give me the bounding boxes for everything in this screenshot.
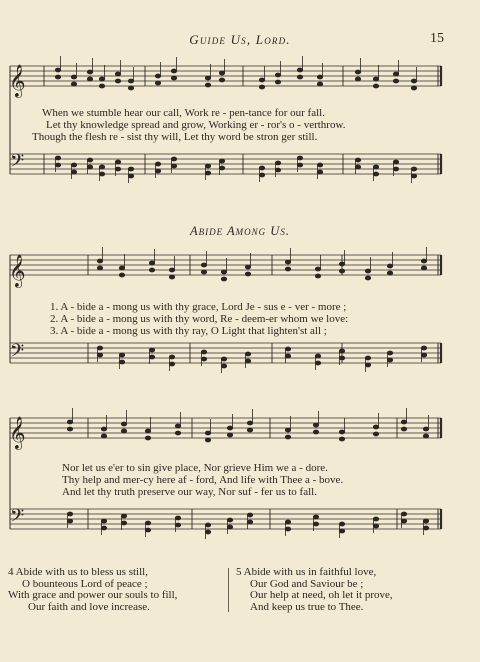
- note-head: [128, 167, 133, 171]
- clef-glyph: 𝄢: [10, 506, 25, 531]
- note-head: [401, 420, 406, 424]
- note-head: [171, 157, 176, 161]
- note-head: [221, 277, 226, 281]
- note-head: [317, 82, 322, 86]
- note-head: [101, 427, 106, 431]
- stanza-5-line-4: And keep us true to Thee.: [250, 600, 364, 613]
- note-head: [373, 524, 378, 528]
- hymn-title: Abide Among Us.: [190, 224, 290, 238]
- note-head: [373, 84, 378, 88]
- note-head: [99, 165, 104, 169]
- note-head: [205, 171, 210, 175]
- note-head: [99, 77, 104, 81]
- note-head: [411, 174, 416, 178]
- hymn2-lyric-line-5: Thy help and mer-cy here af - ford, And life with Thee a - bove.: [62, 474, 344, 486]
- note-head: [355, 77, 360, 81]
- stanza-5: [236, 567, 466, 613]
- note-head: [55, 156, 60, 160]
- note-head: [67, 519, 72, 523]
- note-head: [393, 167, 398, 171]
- note-head: [97, 353, 102, 357]
- note-head: [285, 354, 290, 358]
- note-head: [119, 266, 124, 270]
- note-head: [97, 266, 102, 270]
- note-head: [421, 346, 426, 350]
- note-head: [149, 261, 154, 265]
- note-head: [67, 512, 72, 516]
- note-head: [421, 259, 426, 263]
- note-head: [71, 170, 76, 174]
- note-head: [67, 420, 72, 424]
- note-head: [285, 428, 290, 432]
- page-number: 15: [430, 31, 444, 46]
- note-head: [219, 78, 224, 82]
- note-head: [221, 364, 226, 368]
- note-head: [128, 79, 133, 83]
- note-head: [365, 356, 370, 360]
- note-head: [101, 519, 106, 523]
- note-head: [259, 85, 264, 89]
- note-head: [245, 359, 250, 363]
- note-head: [119, 360, 124, 364]
- note-head: [421, 353, 426, 357]
- note-head: [97, 346, 102, 350]
- note-head: [99, 84, 104, 88]
- note-head: [339, 430, 344, 434]
- note-head: [97, 259, 102, 263]
- note-head: [55, 75, 60, 79]
- note-head: [169, 362, 174, 366]
- note-head: [315, 361, 320, 365]
- stanza-5-line-3: Our help at need, oh let it prove,: [250, 589, 393, 601]
- hymn1-lyric-line-1: When we stumble hear our call, Work re - pen-tance for our fall.: [42, 107, 325, 119]
- note-head: [145, 521, 150, 525]
- note-head: [401, 519, 406, 523]
- note-head: [285, 347, 290, 351]
- note-head: [339, 262, 344, 266]
- note-head: [387, 358, 392, 362]
- note-head: [355, 70, 360, 74]
- note-head: [149, 355, 154, 359]
- note-head: [285, 435, 290, 439]
- note-head: [121, 429, 126, 433]
- note-head: [155, 169, 160, 173]
- note-head: [115, 72, 120, 76]
- note-head: [247, 513, 252, 517]
- note-head: [101, 526, 106, 530]
- note-head: [339, 529, 344, 533]
- note-head: [339, 437, 344, 441]
- stanza-5-line-1: 5 Abide with us in faithful love,: [236, 566, 377, 578]
- note-head: [128, 86, 133, 90]
- hymn2-lyric-line-3: 3. A - bide a - mong us with thy ray, O Light that lighten'st all ;: [50, 325, 327, 337]
- note-head: [285, 520, 290, 524]
- note-head: [227, 426, 232, 430]
- note-head: [121, 422, 126, 426]
- note-head: [169, 355, 174, 359]
- note-head: [259, 78, 264, 82]
- note-head: [121, 521, 126, 525]
- hymn1-lyric-line-3: Though the flesh re - sist thy will, Let thy word be stron ger still.: [32, 131, 318, 143]
- note-head: [201, 350, 206, 354]
- note-head: [373, 165, 378, 169]
- note-head: [155, 81, 160, 85]
- note-head: [175, 431, 180, 435]
- note-head: [175, 523, 180, 527]
- note-head: [297, 156, 302, 160]
- note-head: [201, 263, 206, 267]
- note-head: [221, 270, 226, 274]
- note-head: [393, 79, 398, 83]
- note-head: [365, 269, 370, 273]
- note-head: [317, 163, 322, 167]
- note-head: [285, 527, 290, 531]
- note-head: [401, 427, 406, 431]
- note-head: [245, 352, 250, 356]
- note-head: [373, 517, 378, 521]
- note-head: [87, 165, 92, 169]
- note-head: [411, 79, 416, 83]
- note-head: [297, 163, 302, 167]
- note-head: [121, 514, 126, 518]
- note-head: [119, 353, 124, 357]
- note-head: [421, 266, 426, 270]
- note-head: [219, 166, 224, 170]
- note-head: [171, 69, 176, 73]
- hymn2-lyric-line-1: 1. A - bide a - mong us with thy grace, Lord Je - sus e - ver - more ;: [50, 301, 347, 313]
- note-head: [313, 522, 318, 526]
- note-head: [259, 173, 264, 177]
- note-head: [205, 164, 210, 168]
- hymn2-lyric-line-2: 2. A - bide a - mong us with thy word, Re - deem-er whom we love:: [50, 313, 349, 325]
- note-head: [423, 434, 428, 438]
- note-head: [227, 433, 232, 437]
- note-head: [201, 270, 206, 274]
- running-title: Guide Us, Lord.: [189, 32, 291, 47]
- note-head: [128, 174, 133, 178]
- note-head: [205, 431, 210, 435]
- note-head: [275, 73, 280, 77]
- clef-glyph: 𝄞: [9, 64, 26, 97]
- note-head: [339, 349, 344, 353]
- note-head: [339, 356, 344, 360]
- note-head: [205, 76, 210, 80]
- note-head: [71, 75, 76, 79]
- note-head: [71, 82, 76, 86]
- note-head: [115, 160, 120, 164]
- clef-glyph: 𝄞: [9, 254, 26, 287]
- note-head: [275, 161, 280, 165]
- note-head: [259, 166, 264, 170]
- note-head: [145, 436, 150, 440]
- stanza-4-line-4: Our faith and love increase.: [28, 600, 150, 613]
- note-head: [205, 83, 210, 87]
- note-head: [315, 354, 320, 358]
- note-head: [373, 77, 378, 81]
- clef-glyph: 𝄞: [9, 416, 26, 449]
- note-head: [365, 276, 370, 280]
- note-head: [169, 268, 174, 272]
- note-head: [101, 434, 106, 438]
- note-head: [149, 268, 154, 272]
- note-head: [365, 363, 370, 367]
- stanza-4-line-1: 4 Abide with us to bless us still,: [8, 566, 148, 578]
- note-head: [227, 518, 232, 522]
- note-head: [55, 68, 60, 72]
- note-head: [71, 163, 76, 167]
- note-head: [119, 273, 124, 277]
- note-head: [339, 522, 344, 526]
- note-head: [313, 430, 318, 434]
- note-head: [221, 357, 226, 361]
- hymn2-lyric-line-4: Nor let us e'er to sin give place, Nor grieve Him we a - dore.: [62, 462, 328, 474]
- note-head: [201, 357, 206, 361]
- note-head: [87, 158, 92, 162]
- note-head: [387, 351, 392, 355]
- note-head: [175, 516, 180, 520]
- note-head: [227, 525, 232, 529]
- note-head: [387, 271, 392, 275]
- note-head: [205, 530, 210, 534]
- note-head: [387, 264, 392, 268]
- note-head: [67, 427, 72, 431]
- note-head: [339, 269, 344, 273]
- note-head: [175, 424, 180, 428]
- note-head: [87, 70, 92, 74]
- note-head: [169, 275, 174, 279]
- note-head: [411, 86, 416, 90]
- note-head: [355, 165, 360, 169]
- note-head: [171, 164, 176, 168]
- note-head: [245, 265, 250, 269]
- note-head: [423, 519, 428, 523]
- note-head: [315, 267, 320, 271]
- note-head: [171, 76, 176, 80]
- note-head: [99, 172, 104, 176]
- note-head: [145, 429, 150, 433]
- note-head: [423, 526, 428, 530]
- note-head: [401, 512, 406, 516]
- clef-glyph: 𝄢: [10, 151, 25, 176]
- note-head: [219, 71, 224, 75]
- stanza-4-line-3: With grace and power our souls to fill,: [8, 589, 178, 601]
- note-head: [205, 523, 210, 527]
- note-head: [247, 520, 252, 524]
- note-head: [115, 167, 120, 171]
- note-head: [275, 80, 280, 84]
- note-head: [393, 72, 398, 76]
- note-head: [423, 427, 428, 431]
- note-head: [297, 68, 302, 72]
- note-head: [355, 158, 360, 162]
- note-head: [373, 432, 378, 436]
- note-head: [393, 160, 398, 164]
- note-head: [317, 170, 322, 174]
- note-head: [205, 438, 210, 442]
- stanza-4: [8, 567, 222, 613]
- clef-glyph: 𝄢: [10, 341, 25, 366]
- note-head: [115, 79, 120, 83]
- note-head: [247, 428, 252, 432]
- note-head: [373, 425, 378, 429]
- note-head: [313, 423, 318, 427]
- note-head: [145, 528, 150, 532]
- note-head: [87, 77, 92, 81]
- note-head: [245, 272, 250, 276]
- note-head: [275, 168, 280, 172]
- note-head: [285, 260, 290, 264]
- note-head: [247, 421, 252, 425]
- note-head: [313, 515, 318, 519]
- hymn2-lyric-line-6: And let thy truth preserve our way, Nor suf - fer us to fall.: [62, 486, 317, 498]
- stanza-divider: [228, 568, 229, 612]
- stanza-5-line-2: Our God and Saviour be ;: [250, 577, 364, 590]
- note-head: [155, 74, 160, 78]
- note-head: [315, 274, 320, 278]
- note-head: [317, 75, 322, 79]
- hymn1-lyric-line-2: Let thy knowledge spread and grow, Working er - ror's o - verthrow.: [46, 119, 346, 131]
- note-head: [55, 163, 60, 167]
- note-head: [285, 267, 290, 271]
- note-head: [373, 172, 378, 176]
- note-head: [411, 167, 416, 171]
- stanza-4-line-2: O bounteous Lord of peace ;: [22, 577, 148, 590]
- note-head: [149, 348, 154, 352]
- note-head: [219, 159, 224, 163]
- note-head: [155, 162, 160, 166]
- note-head: [297, 75, 302, 79]
